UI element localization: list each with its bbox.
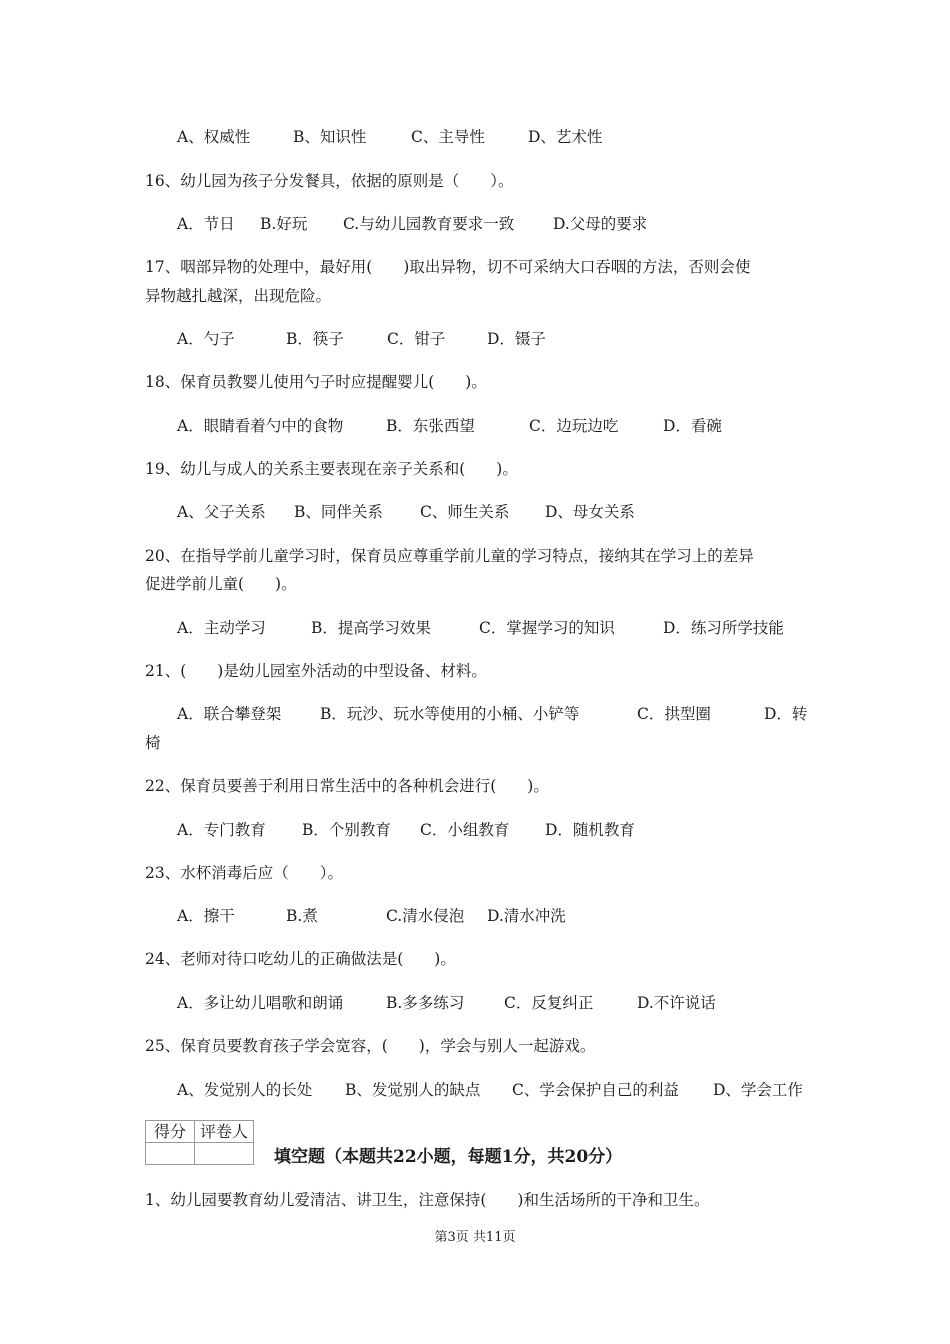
q19-option-a: A、父子关系 xyxy=(177,503,266,521)
q17-option-b: B．筷子 xyxy=(286,330,344,348)
q21-option-a: A．联合攀登架 xyxy=(177,705,282,723)
q22-option-b: B．个别教育 xyxy=(302,821,391,839)
q21-option-d: D．转 xyxy=(764,705,808,723)
q20-option-b: B．提高学习效果 xyxy=(311,619,431,637)
q20-stem-line2: 促进学前儿童( )。 xyxy=(145,575,297,593)
grader-cell xyxy=(195,1143,254,1165)
q23-stem: 23、水杯消毒后应（ ）。 xyxy=(145,864,343,882)
q22-option-a: A．专门教育 xyxy=(177,821,266,839)
q21-stem: 21、( )是幼儿园室外活动的中型设备、材料。 xyxy=(145,662,487,680)
q25-option-d: D、学会工作 xyxy=(713,1081,803,1099)
q16-option-b: B.好玩 xyxy=(260,215,308,233)
q25-stem: 25、保育员要教育孩子学会宽容，( )，学会与别人一起游戏。 xyxy=(145,1037,596,1055)
q15-option-d: D、艺术性 xyxy=(528,128,603,146)
q15-option-b: B、知识性 xyxy=(293,128,367,146)
q16-option-a: A．节日 xyxy=(177,215,235,233)
grader-header: 评卷人 xyxy=(195,1121,254,1143)
q25-option-c: C、学会保护自己的利益 xyxy=(512,1081,679,1099)
q16-option-d: D.父母的要求 xyxy=(553,215,648,233)
fill-question-1: 1、幼儿园要教育幼儿爱清洁、讲卫生，注意保持( )和生活场所的干净和卫生。 xyxy=(145,1191,710,1209)
q24-stem: 24、老师对待口吃幼儿的正确做法是( )。 xyxy=(145,950,456,968)
q17-option-d: D．镊子 xyxy=(487,330,546,348)
q25-option-b: B、发觉别人的缺点 xyxy=(345,1081,481,1099)
q23-option-d: D.清水冲洗 xyxy=(487,907,566,925)
q17-option-a: A．勺子 xyxy=(177,330,235,348)
q19-stem: 19、幼儿与成人的关系主要表现在亲子关系和( )。 xyxy=(145,460,518,478)
q24-option-b: B.多多练习 xyxy=(386,994,465,1012)
q19-option-d: D、母女关系 xyxy=(545,503,635,521)
q21-option-b: B．玩沙、玩水等使用的小桶、小铲等 xyxy=(320,705,580,723)
q20-option-a: A．主动学习 xyxy=(177,619,266,637)
q19-option-b: B、同伴关系 xyxy=(294,503,383,521)
q18-option-a: A．眼睛看着勺中的食物 xyxy=(177,417,344,435)
section-title: 填空题（本题共22小题，每题1分，共20分） xyxy=(274,1147,623,1167)
q17-stem-line2: 异物越扎越深，出现危险。 xyxy=(145,287,332,305)
q22-option-d: D．随机教育 xyxy=(545,821,635,839)
score-cell xyxy=(146,1143,195,1165)
q16-stem: 16、幼儿园为孩子分发餐具，依据的原则是（ ）。 xyxy=(145,172,514,190)
q20-stem-line1: 20、在指导学前儿童学习时，保育员应尊重学前儿童的学习特点，接纳其在学习上的差异 xyxy=(145,547,754,565)
q21-option-c: C．拱型圈 xyxy=(637,705,711,723)
q23-option-a: A．擦干 xyxy=(177,907,235,925)
q18-option-d: D．看碗 xyxy=(663,417,722,435)
page-footer: 第3页 共11页 xyxy=(434,1230,516,1245)
q22-stem: 22、保育员要善于利用日常生活中的各种机会进行( )。 xyxy=(145,777,549,795)
q17-option-c: C．钳子 xyxy=(387,330,446,348)
q20-option-c: C．掌握学习的知识 xyxy=(479,619,615,637)
q22-option-c: C．小组教育 xyxy=(420,821,510,839)
q18-option-b: B．东张西望 xyxy=(386,417,475,435)
q20-option-d: D．练习所学技能 xyxy=(663,619,784,637)
q23-option-c: C.清水侵泡 xyxy=(386,907,465,925)
q18-option-c: C．边玩边吃 xyxy=(529,417,619,435)
q18-stem: 18、保育员教婴儿使用勺子时应提醒婴儿( )。 xyxy=(145,373,487,391)
q15-option-c: C、主导性 xyxy=(411,128,485,146)
q23-option-b: B.煮 xyxy=(286,907,318,925)
q17-stem-line1: 17、咽部异物的处理中，最好用( )取出异物，切不可采纳大口吞咽的方法，否则会使 xyxy=(145,258,751,276)
q25-option-a: A、发觉别人的长处 xyxy=(177,1081,313,1099)
q16-option-c: C.与幼儿园教育要求一致 xyxy=(343,215,515,233)
q21-option-d-wrap: 椅 xyxy=(145,734,161,752)
score-table xyxy=(145,1120,254,1165)
q24-option-c: C．反复纠正 xyxy=(504,994,594,1012)
score-header: 得分 xyxy=(146,1121,195,1143)
q24-option-d: D.不许说话 xyxy=(637,994,716,1012)
q15-option-a: A、权威性 xyxy=(177,128,251,146)
q19-option-c: C、师生关系 xyxy=(420,503,510,521)
q24-option-a: A．多让幼儿唱歌和朗诵 xyxy=(177,994,344,1012)
